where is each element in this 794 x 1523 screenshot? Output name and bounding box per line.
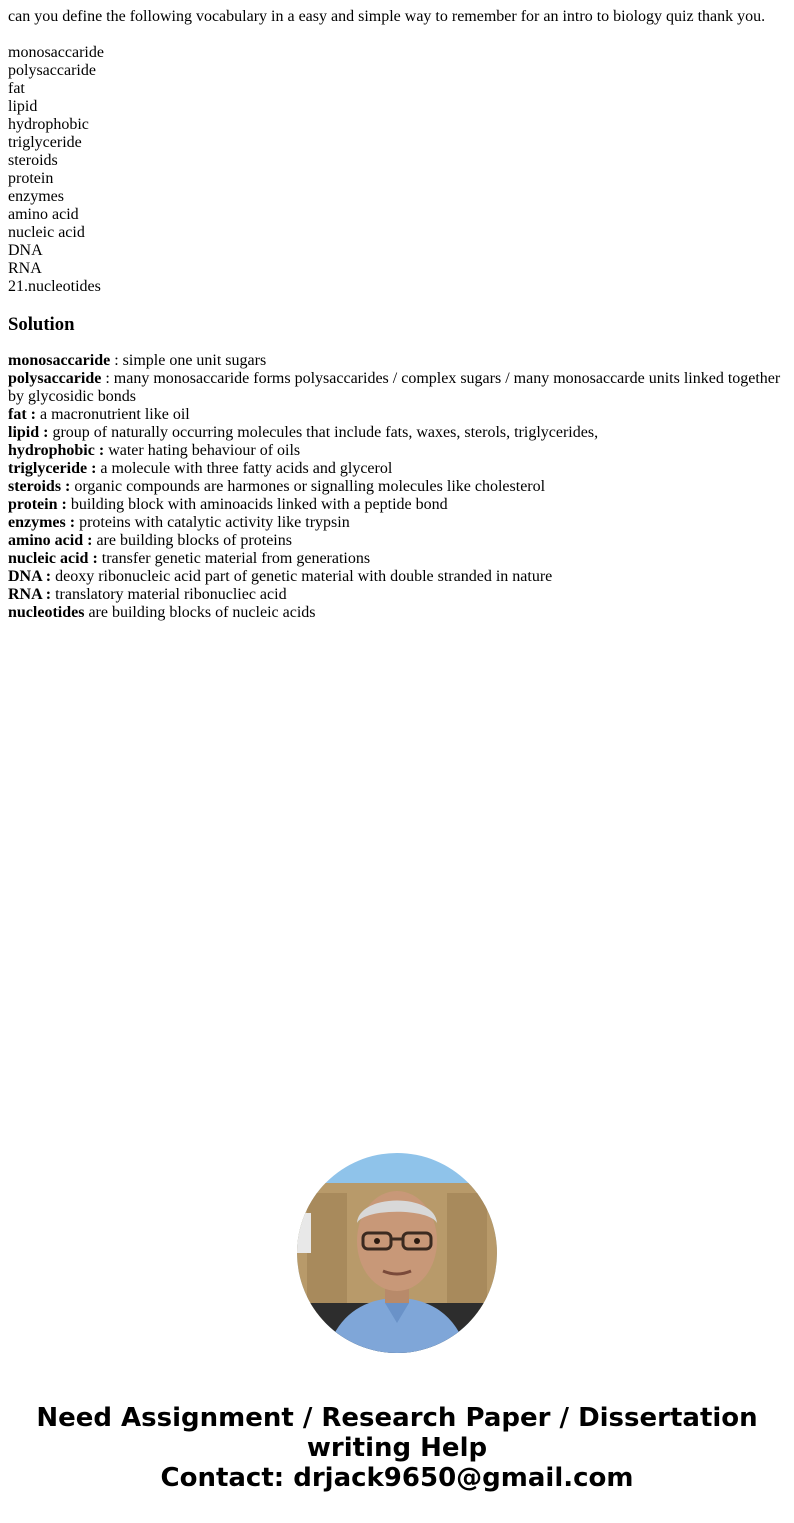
definition-row [8,424,786,442]
author-portrait-image [297,1153,497,1353]
page-content [8,8,786,622]
vocab-item: amino acid [8,206,79,223]
definition-text: are building blocks of proteins [92,532,292,549]
definition-row [8,586,786,604]
vocab-item: triglyceride [8,134,82,151]
definition-row [8,478,786,496]
definition-term: RNA : [8,586,52,603]
definition-term: steroids : [8,478,71,495]
definition-row [8,352,786,370]
vocab-item: nucleic acid [8,224,85,241]
definition-term: enzymes : [8,514,76,531]
vocab-item: lipid [8,98,38,115]
footer-line: Need Assignment / Research Paper / Dissertation [36,1403,758,1433]
definition-row [8,568,786,586]
definition-term: monosaccaride [8,352,111,369]
definition-text: a molecule with three fatty acids and glycerol [96,460,393,477]
definition-row [8,370,786,406]
definition-term: fat : [8,406,36,423]
definitions-list [8,352,786,622]
definition-row [8,550,786,568]
definition-text: transfer genetic material from generations [97,550,371,567]
definition-row [8,496,786,514]
definition-text: : simple one unit sugars [110,352,267,369]
definition-text: water hating behaviour of oils [104,442,301,459]
definition-text: : many monosaccaride forms polysaccarides / complex sugars / many monosaccarde units linked together by glycosidic bonds [8,370,781,405]
definition-term: hydrophobic : [8,442,105,459]
definition-term: polysaccaride [8,370,102,387]
vocab-item: steroids [8,152,58,169]
definition-text: translatory material ribonucliec acid [51,586,287,603]
definition-term: amino acid : [8,532,93,549]
definition-term: protein : [8,496,67,513]
definition-row [8,442,786,460]
definition-text: building block with aminoacids linked with a peptide bond [66,496,448,513]
definition-row [8,406,786,424]
footer-line: writing Help [306,1433,488,1463]
vocab-item: RNA [8,260,42,277]
vocab-item: monosaccaride [8,44,104,61]
definition-row [8,604,786,622]
vocab-item: polysaccaride [8,62,96,79]
solution-heading: Solution [8,314,75,335]
vocab-item: protein [8,170,54,187]
footer-ad [0,1403,794,1493]
definition-row [8,460,786,478]
vocab-list [8,44,786,296]
vocab-item: hydrophobic [8,116,89,133]
footer-contact: Contact: drjack9650@gmail.com [160,1463,634,1493]
definition-term: DNA : [8,568,52,585]
definition-text: proteins with catalytic activity like trypsin [75,514,350,531]
question-text: can you define the following vocabulary in a easy and simple way to remember for an intro to biology quiz thank you. [8,8,766,25]
definition-term: nucleic acid : [8,550,98,567]
vocab-item: 21.nucleotides [8,278,101,295]
definition-text: a macronutrient like oil [35,406,190,423]
definition-term: nucleotides [8,604,85,621]
definition-row [8,514,786,532]
definition-text: group of naturally occurring molecules that include fats, waxes, sterols, triglycerides, [48,424,599,441]
definition-row [8,532,786,550]
vocab-item: DNA [8,242,43,259]
definition-term: lipid : [8,424,49,441]
definition-text: are building blocks of nucleic acids [84,604,316,621]
vocab-item: enzymes [8,188,64,205]
author-avatar [297,1153,497,1353]
vocab-item: fat [8,80,25,97]
definition-term: triglyceride : [8,460,97,477]
definition-text: organic compounds are harmones or signalling molecules like cholesterol [70,478,546,495]
definition-text: deoxy ribonucleic acid part of genetic material with double stranded in nature [51,568,553,585]
